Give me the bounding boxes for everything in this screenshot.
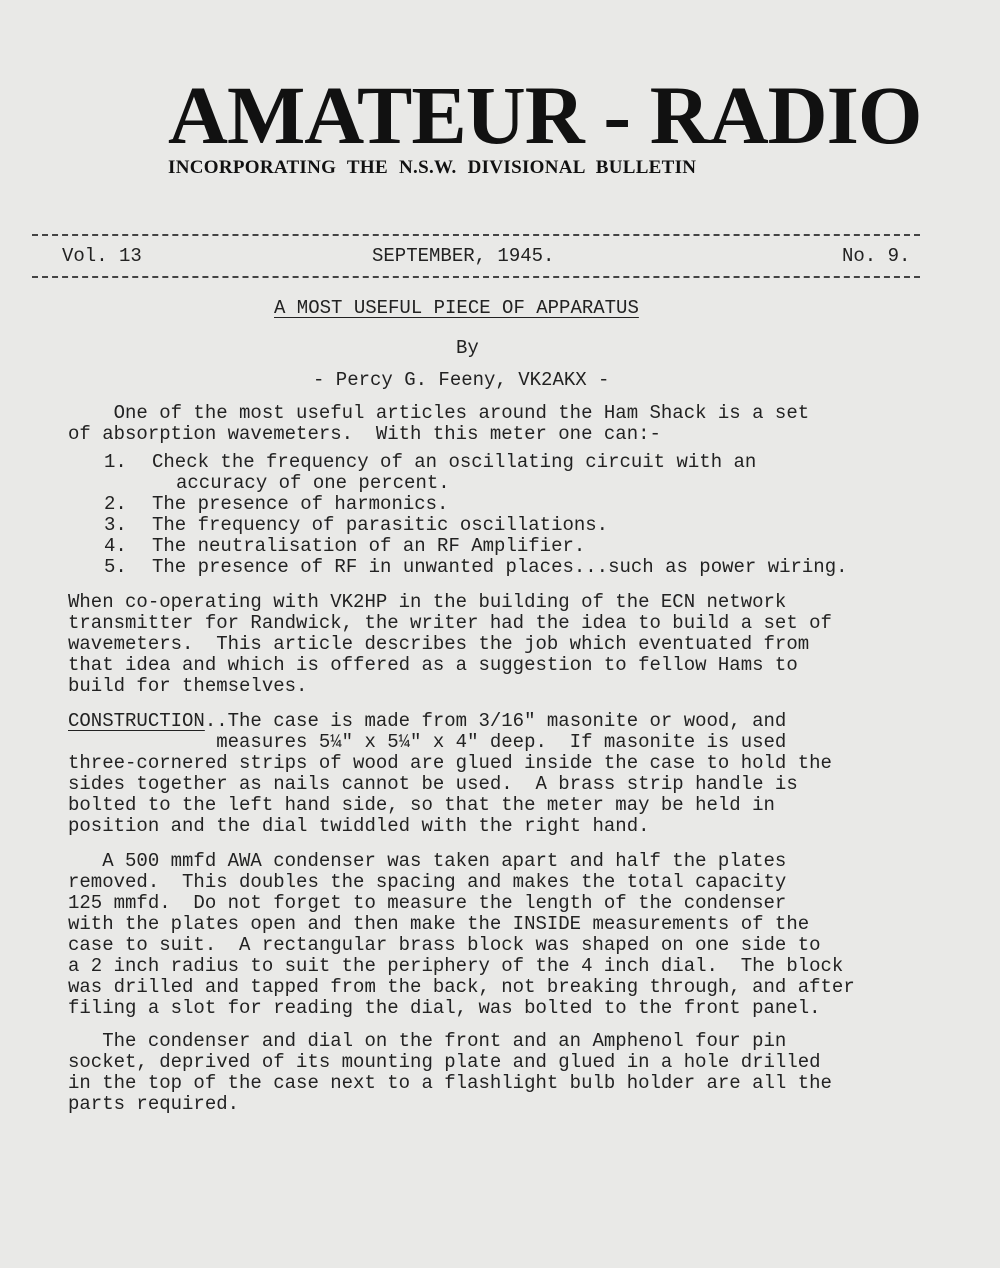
text-line: removed. This doubles the spacing and makes the total capacity <box>68 871 787 893</box>
text-line <box>68 711 948 732</box>
text-line: case to suit. A rectangular brass block was shaped on one side to <box>68 934 821 956</box>
construction-heading: CONSTRUCTION <box>68 710 205 732</box>
list-item <box>68 536 948 557</box>
list-item <box>68 494 948 515</box>
volume-label: Vol. 13 <box>62 245 142 267</box>
issue-date: SEPTEMBER, 1945. <box>372 245 555 267</box>
text-line: build for themselves. <box>68 675 308 697</box>
text-line: transmitter for Randwick, the writer had the idea to build a set of <box>68 612 832 634</box>
parts-paragraph <box>68 1031 948 1115</box>
list-item <box>68 452 948 473</box>
issue-info-row <box>62 244 922 268</box>
text-line: The condenser and dial on the front and an Amphenol four pin <box>68 1030 787 1052</box>
masthead-title: AMATEUR - RADIO <box>168 69 922 161</box>
list-number: 4. <box>104 535 127 557</box>
text-line: in the top of the case next to a flashlight bulb holder are all the <box>68 1072 832 1094</box>
text-line: 125 mmfd. Do not forget to measure the length of the condenser <box>68 892 787 914</box>
issue-number: No. 9. <box>842 245 911 267</box>
list-text: The presence of harmonics. <box>152 493 449 515</box>
condenser-paragraph <box>68 851 948 1019</box>
list-number: 2. <box>104 493 127 515</box>
text-line: was drilled and tapped from the back, not breaking through, and after <box>68 976 855 998</box>
top-divider <box>32 234 920 236</box>
bottom-divider <box>32 276 920 278</box>
list-text: accuracy of one percent. <box>176 472 450 494</box>
construction-first-line: ..The case is made from 3/16" masonite or wood, and <box>204 710 787 732</box>
text-line: bolted to the left hand side, so that the meter may be held in <box>68 794 775 816</box>
text-line: a 2 inch radius to suit the periphery of the 4 inch dial. The block <box>68 955 844 977</box>
text-line: that idea and which is offered as a suggestion to fellow Hams to <box>68 654 798 676</box>
byline-label: By <box>456 337 479 359</box>
article-title: A MOST USEFUL PIECE OF APPARATUS <box>274 297 639 319</box>
list-number: 5. <box>104 556 127 578</box>
author-line: - Percy G. Feeny, VK2AKX - <box>313 369 610 391</box>
intro-paragraph <box>68 403 948 445</box>
list-text: The frequency of parasitic oscillations. <box>152 514 609 536</box>
list-text: The presence of RF in unwanted places...such as power wiring. <box>152 556 848 578</box>
masthead-subtitle: INCORPORATING THE N.S.W. DIVISIONAL BULLETIN <box>168 157 697 178</box>
uses-list <box>68 452 948 578</box>
text-line: three-cornered strips of wood are glued inside the case to hold the <box>68 752 832 774</box>
list-number: 1. <box>104 451 127 473</box>
text-line: A 500 mmfd AWA condenser was taken apart and half the plates <box>68 850 787 872</box>
list-text: Check the frequency of an oscillating circuit with an <box>152 451 757 473</box>
text-line: One of the most useful articles around the Ham Shack is a set <box>68 402 810 424</box>
text-line: filing a slot for reading the dial, was bolted to the front panel. <box>68 997 821 1019</box>
list-text: The neutralisation of an RF Amplifier. <box>152 535 586 557</box>
cooperation-paragraph <box>68 592 948 697</box>
text-line: wavemeters. This article describes the job which eventuated from <box>68 633 810 655</box>
list-item <box>68 515 948 536</box>
list-item <box>68 557 948 578</box>
text-line: measures 5¼" x 5¼" x 4" deep. If masonite is used <box>68 731 787 753</box>
construction-section <box>68 711 948 837</box>
text-line: socket, deprived of its mounting plate and glued in a hole drilled <box>68 1051 821 1073</box>
text-line: position and the dial twiddled with the right hand. <box>68 815 650 837</box>
text-line: When co-operating with VK2HP in the building of the ECN network <box>68 591 787 613</box>
text-line: of absorption wavemeters. With this meter one can:- <box>68 423 661 445</box>
list-number: 3. <box>104 514 127 536</box>
text-line: sides together as nails cannot be used. A brass strip handle is <box>68 773 798 795</box>
text-line: parts required. <box>68 1093 240 1115</box>
text-line: with the plates open and then make the INSIDE measurements of the <box>68 913 810 935</box>
list-item-continuation <box>68 473 948 494</box>
